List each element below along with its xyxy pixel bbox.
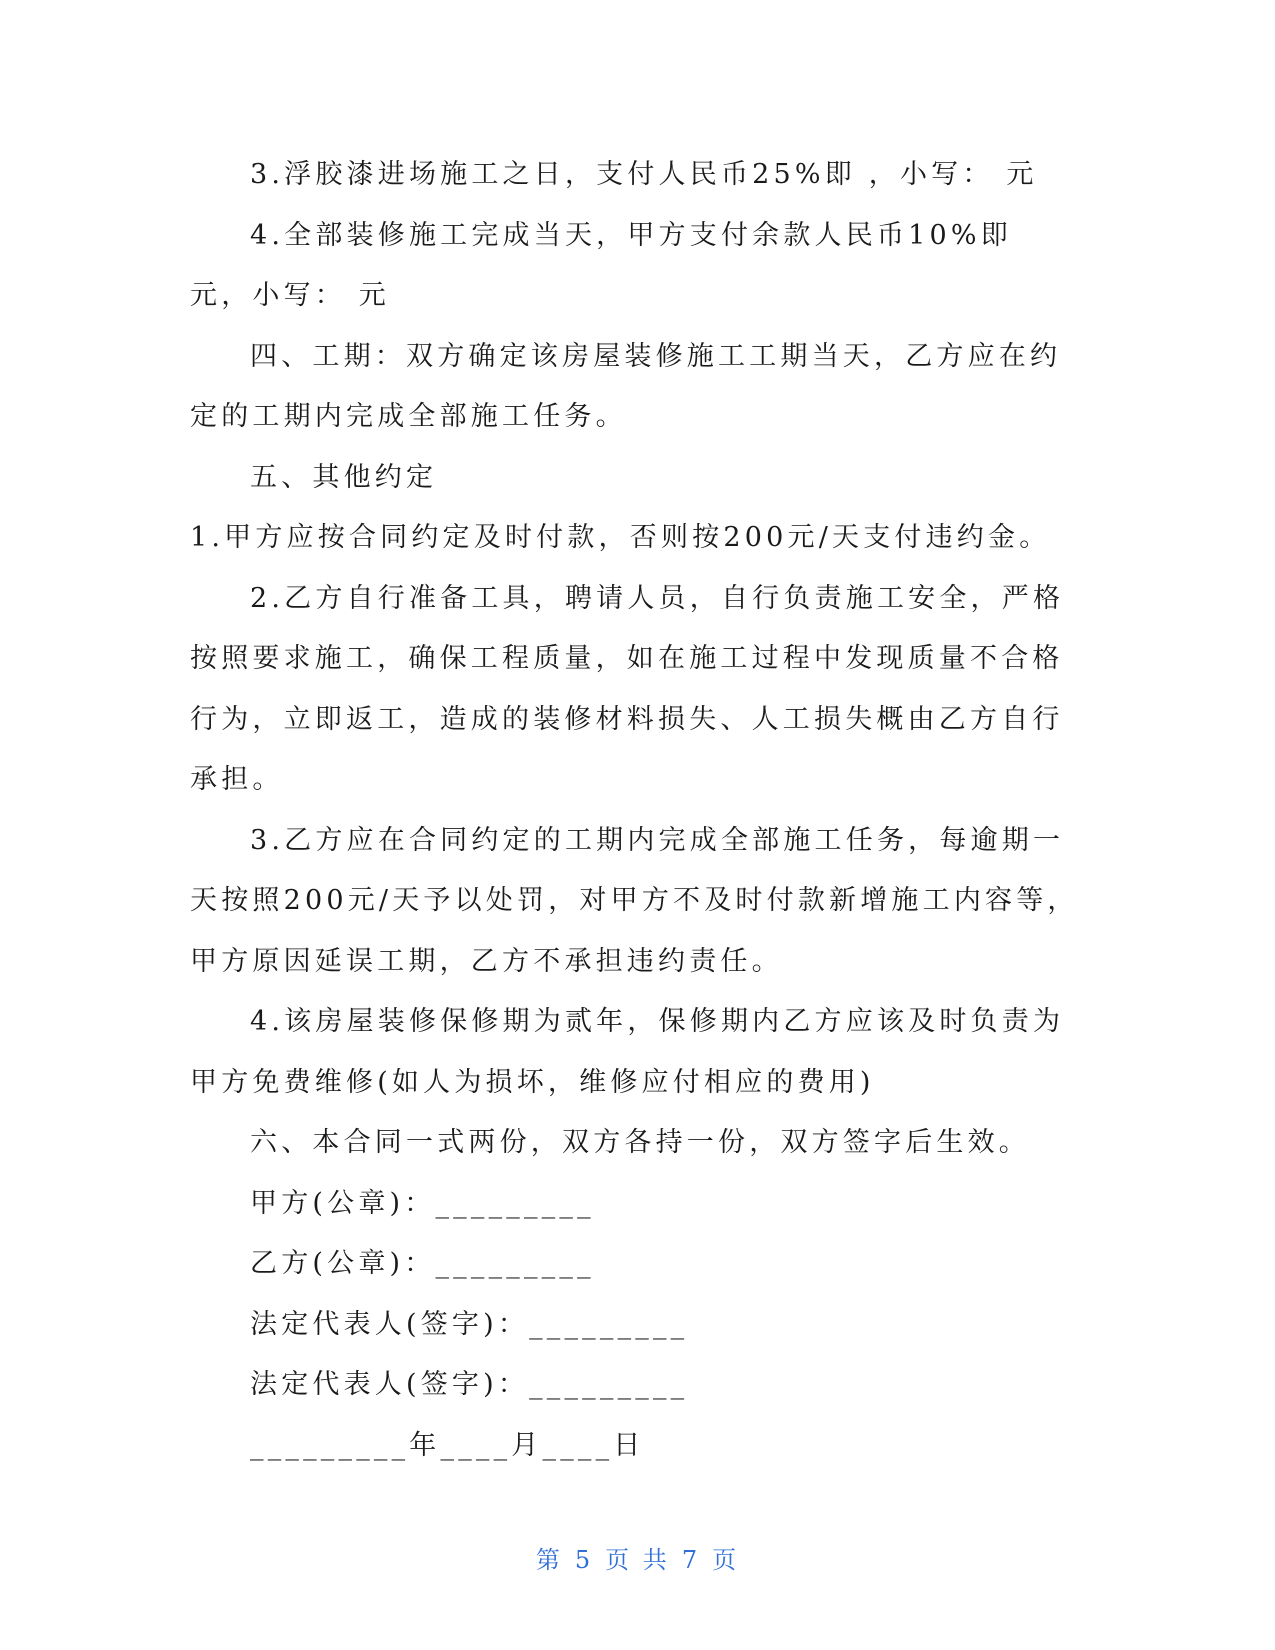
- other-clause-3-cont-2: 甲方原因延误工期，乙方不承担违约责任。: [190, 945, 783, 977]
- legal-rep-signature-line-1: 法定代表人(签字)：_________: [250, 1308, 689, 1340]
- payment-clause-4-cont: 元，小写： 元: [190, 280, 390, 311]
- other-clause-2-cont-2: 行为，立即返工，造成的装修材料损失、人工损失概由乙方自行: [190, 703, 1064, 735]
- section-4-duration-cont: 定的工期内完成全部施工任务。: [190, 401, 627, 432]
- section-6-copies: 六、本合同一式两份，双方各持一份，双方签字后生效。: [250, 1127, 1030, 1158]
- other-clause-4: 4.该房屋装修保修期为贰年，保修期内乙方应该及时负责为: [250, 1006, 1065, 1037]
- payment-clause-3: 3.浮胶漆进场施工之日，支付人民币25%即 ，小写： 元: [250, 159, 1038, 190]
- footer-total-pages: 7: [681, 1546, 701, 1574]
- party-b-seal-line: 乙方(公章)：_________: [250, 1248, 595, 1279]
- other-clause-3-cont-1: 天按照200元/天予以处罚，对甲方不及时付款新增施工内容等，: [190, 885, 1079, 916]
- page-number-footer: [0, 1540, 1275, 1575]
- other-clause-2-cont-3: 承担。: [190, 764, 284, 795]
- footer-prefix: 第: [535, 1546, 563, 1574]
- legal-rep-signature-line-2: 法定代表人(签字)：_________: [250, 1369, 689, 1400]
- party-a-seal-line: 甲方(公章)：_________: [250, 1187, 595, 1219]
- other-clause-3: 3.乙方应在合同约定的工期内完成全部施工任务，每逾期一: [250, 824, 1065, 856]
- footer-current-page: 5: [574, 1546, 594, 1574]
- other-clause-1: 1.甲方应按合同约定及时付款，否则按200元/天支付违约金。: [190, 522, 1051, 553]
- other-clause-4-cont: 甲方免费维修(如人为损坏，维修应付相应的费用): [190, 1066, 875, 1098]
- other-clause-2-cont-1: 按照要求施工，确保工程质量，如在施工过程中发现质量不合格: [190, 643, 1064, 674]
- document-body: [190, 145, 1079, 1476]
- other-clause-2: 2.乙方自行准备工具，聘请人员，自行负责施工安全，严格: [250, 582, 1065, 614]
- section-4-duration: 四、工期：双方确定该房屋装修施工工期当天，乙方应在约: [250, 340, 1062, 372]
- payment-clause-4: 4.全部装修施工完成当天，甲方支付余款人民币10%即: [250, 219, 1012, 251]
- date-line: _________年____月____日: [250, 1429, 645, 1461]
- section-5-heading: 五、其他约定: [250, 461, 438, 493]
- footer-suffix: 页: [712, 1546, 740, 1574]
- footer-middle: 页 共: [605, 1546, 670, 1574]
